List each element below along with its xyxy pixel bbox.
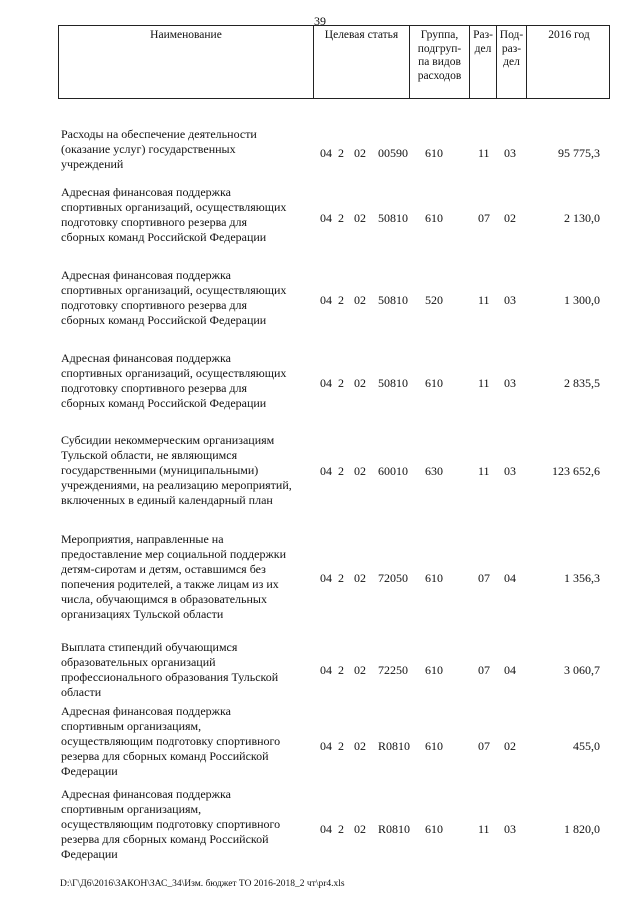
amount: 1 356,3 bbox=[564, 571, 600, 585]
amount: 2 835,5 bbox=[564, 376, 600, 390]
code-direction: 50810 bbox=[378, 211, 408, 225]
section: 11 bbox=[478, 822, 490, 836]
expense-group: 610 bbox=[425, 663, 443, 677]
code-event: 02 bbox=[354, 211, 366, 225]
code-direction: 50810 bbox=[378, 376, 408, 390]
code-direction: 50810 bbox=[378, 293, 408, 307]
amount: 3 060,7 bbox=[564, 663, 600, 677]
subsection: 03 bbox=[504, 464, 516, 478]
code-direction: 72250 bbox=[378, 663, 408, 677]
subsection: 03 bbox=[504, 146, 516, 160]
section: 07 bbox=[478, 739, 490, 753]
section: 07 bbox=[478, 571, 490, 585]
code-event: 02 bbox=[354, 293, 366, 307]
code-program: 04 bbox=[320, 571, 332, 585]
code-direction: R0810 bbox=[378, 822, 411, 836]
code-subprogram: 2 bbox=[338, 293, 344, 307]
row-name: Адресная финансовая поддержка спортивным организациям, осуществляющим подготовку спортивного резерва для сборных команд Российской Федерации bbox=[61, 704, 281, 778]
file-path-footer: D:\Г\Д6\2016\ЗАКОН\ЗАС_34\Изм. бюджет ТО 2016-2018_2 чт\pr4.xls bbox=[60, 879, 345, 889]
subsection: 03 bbox=[504, 822, 516, 836]
amount: 455,0 bbox=[573, 739, 600, 753]
expense-group: 610 bbox=[425, 739, 443, 753]
subsection: 02 bbox=[504, 739, 516, 753]
code-event: 02 bbox=[354, 376, 366, 390]
header-target-article: Целевая статья bbox=[314, 26, 410, 98]
code-direction: 60010 bbox=[378, 464, 408, 478]
header-subsection: Под- раз- дел bbox=[497, 26, 527, 98]
code-subprogram: 2 bbox=[338, 822, 344, 836]
row-name: Расходы на обеспечение деятельности (оказание услуг) государственных учреждений bbox=[61, 127, 257, 171]
row-name: Адресная финансовая поддержка спортивным организациям, осуществляющим подготовку спортивного резерва для сборных команд Российской Федерации bbox=[61, 787, 281, 861]
code-program: 04 bbox=[320, 376, 332, 390]
subsection: 03 bbox=[504, 293, 516, 307]
code-direction: 72050 bbox=[378, 571, 408, 585]
expense-group: 610 bbox=[425, 211, 443, 225]
header-expense-group: Группа, подгруп- па видов расходов bbox=[410, 26, 470, 98]
section: 11 bbox=[478, 464, 490, 478]
code-event: 02 bbox=[354, 822, 366, 836]
code-direction: 00590 bbox=[378, 146, 408, 160]
amount: 1 820,0 bbox=[564, 822, 600, 836]
code-program: 04 bbox=[320, 146, 332, 160]
code-event: 02 bbox=[354, 739, 366, 753]
code-subprogram: 2 bbox=[338, 211, 344, 225]
code-program: 04 bbox=[320, 822, 332, 836]
expense-group: 610 bbox=[425, 571, 443, 585]
header-section: Раз- дел bbox=[470, 26, 497, 98]
subsection: 03 bbox=[504, 376, 516, 390]
expense-group: 610 bbox=[425, 146, 443, 160]
code-subprogram: 2 bbox=[338, 376, 344, 390]
subsection: 02 bbox=[504, 211, 516, 225]
amount: 2 130,0 bbox=[564, 211, 600, 225]
expense-group: 610 bbox=[425, 822, 443, 836]
code-subprogram: 2 bbox=[338, 571, 344, 585]
expense-group: 520 bbox=[425, 293, 443, 307]
code-event: 02 bbox=[354, 464, 366, 478]
code-subprogram: 2 bbox=[338, 464, 344, 478]
table-header bbox=[58, 25, 610, 99]
code-program: 04 bbox=[320, 211, 332, 225]
section: 07 bbox=[478, 211, 490, 225]
section: 11 bbox=[478, 293, 490, 307]
code-program: 04 bbox=[320, 293, 332, 307]
row-name: Адресная финансовая поддержка спортивных организаций, осуществляющих подготовку спортивного резерва для сборных команд Российской Федерации bbox=[61, 185, 287, 244]
row-name: Мероприятия, направленные на предоставление мер социальной поддержки детям-сиротам и детям, оставшимся без попечения родителей, а также лицам из их числа, обучающимся в образовательных организациях Тульской области bbox=[61, 532, 287, 621]
row-name: Адресная финансовая поддержка спортивных организаций, осуществляющих подготовку спортивного резерва для сборных команд Российской Федерации bbox=[61, 351, 287, 410]
code-program: 04 bbox=[320, 464, 332, 478]
subsection: 04 bbox=[504, 571, 516, 585]
amount: 95 775,3 bbox=[558, 146, 600, 160]
amount: 1 300,0 bbox=[564, 293, 600, 307]
header-year: 2016 год bbox=[548, 29, 590, 41]
expense-group: 630 bbox=[425, 464, 443, 478]
code-subprogram: 2 bbox=[338, 739, 344, 753]
code-subprogram: 2 bbox=[338, 663, 344, 677]
expense-group: 610 bbox=[425, 376, 443, 390]
row-name: Адресная финансовая поддержка спортивных организаций, осуществляющих подготовку спортивного резерва для сборных команд Российской Федерации bbox=[61, 268, 287, 327]
code-event: 02 bbox=[354, 146, 366, 160]
row-name: Субсидии некоммерческим организациям Тульской области, не являющимся государственными (муниципальными) учреждениями, на реализацию мероприятий, включенных в единый календарный план bbox=[61, 433, 292, 507]
amount: 123 652,6 bbox=[552, 464, 600, 478]
header-name: Наименование bbox=[59, 26, 314, 98]
code-subprogram: 2 bbox=[338, 146, 344, 160]
code-event: 02 bbox=[354, 571, 366, 585]
section: 11 bbox=[478, 376, 490, 390]
row-name: Выплата стипендий обучающимся образовательных организаций профессионального образования Тульской области bbox=[61, 640, 279, 699]
section: 07 bbox=[478, 663, 490, 677]
section: 11 bbox=[478, 146, 490, 160]
code-direction: R0810 bbox=[378, 739, 411, 753]
code-program: 04 bbox=[320, 663, 332, 677]
page-number: 39 bbox=[314, 14, 326, 28]
code-program: 04 bbox=[320, 739, 332, 753]
subsection: 04 bbox=[504, 663, 516, 677]
code-event: 02 bbox=[354, 663, 366, 677]
